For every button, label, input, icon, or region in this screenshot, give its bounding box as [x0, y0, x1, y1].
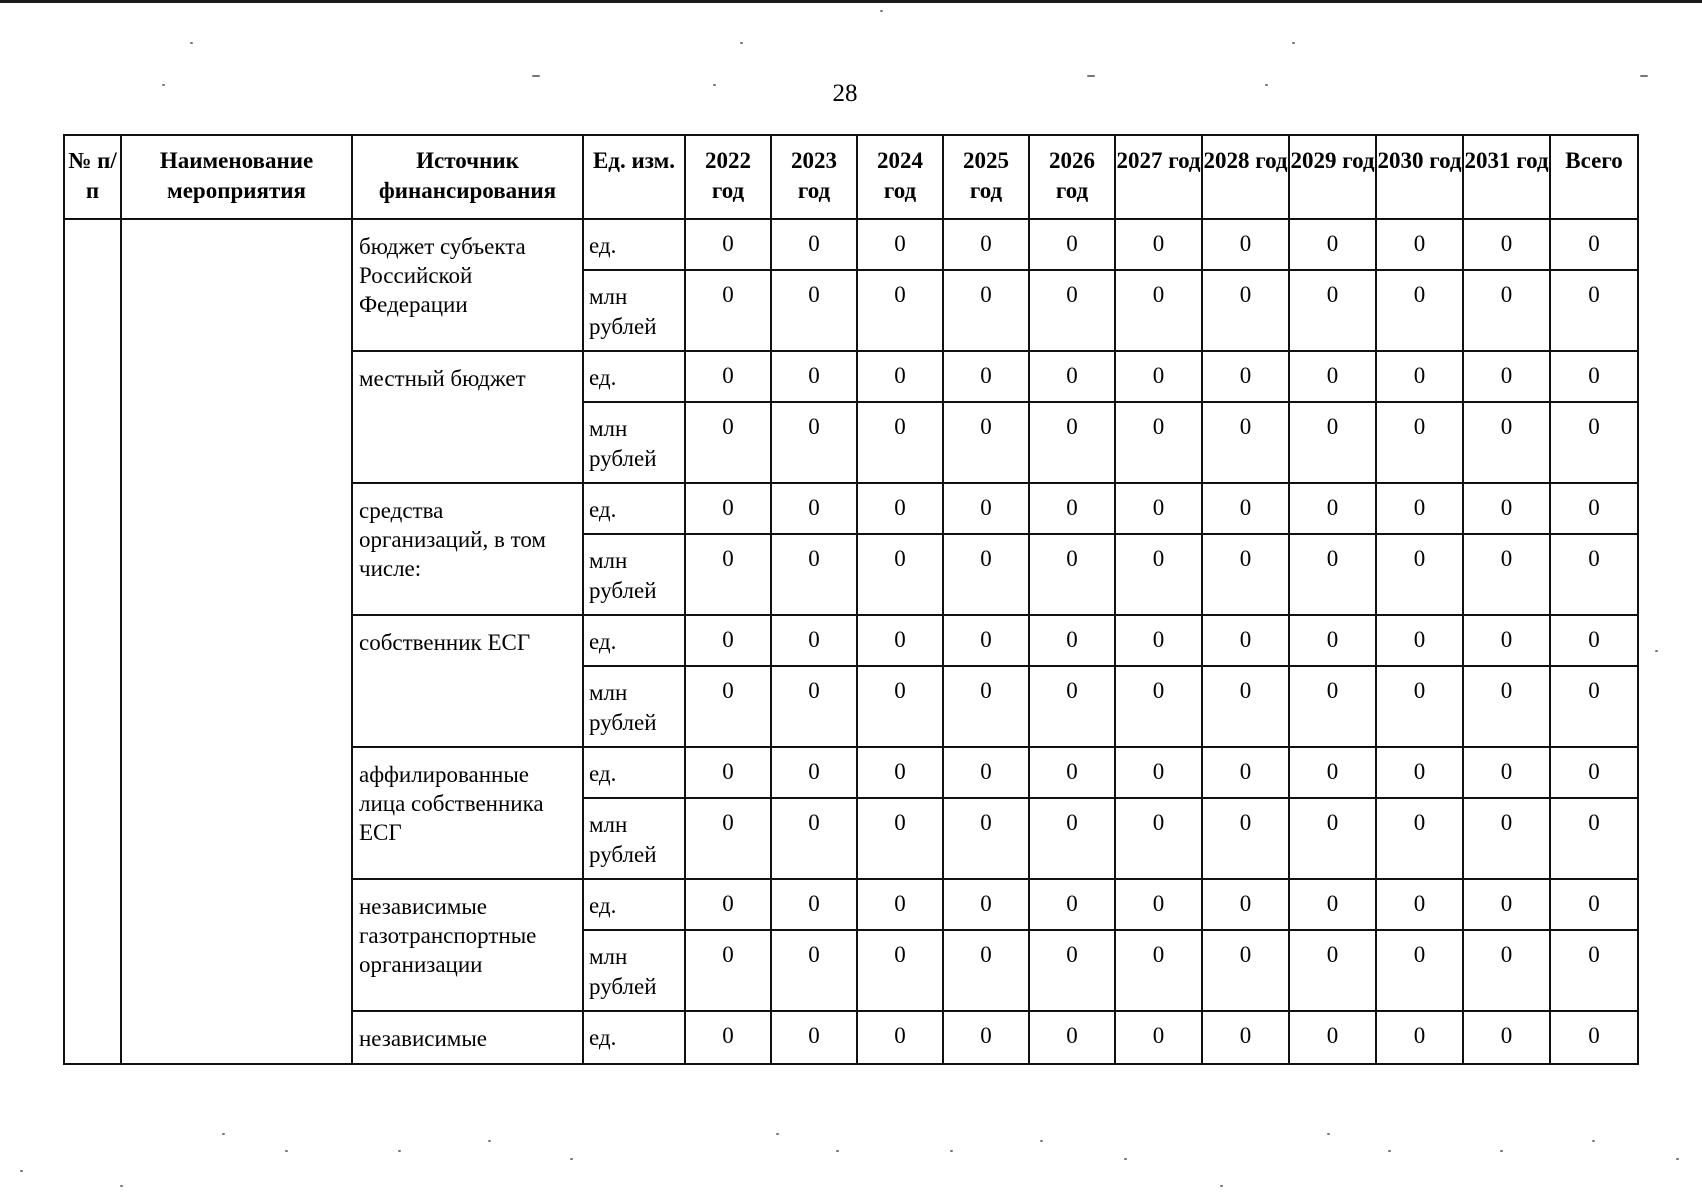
cell-unit: млн рублей: [583, 930, 685, 1011]
cell-funding-source: средства организаций, в том числе:: [352, 483, 583, 615]
cell-value: 0: [685, 666, 771, 747]
cell-value: 0: [1115, 270, 1202, 351]
cell-value: 0: [1029, 615, 1115, 666]
cell-value: 0: [1115, 1011, 1202, 1064]
cell-value: 0: [1463, 879, 1550, 930]
cell-value: 0: [1202, 666, 1289, 747]
cell-value: 0: [1202, 615, 1289, 666]
cell-total: 0: [1550, 351, 1638, 402]
cell-value: 0: [1115, 534, 1202, 615]
cell-total: 0: [1550, 879, 1638, 930]
header-year: 2026 год: [1029, 135, 1115, 219]
cell-value: 0: [1463, 1011, 1550, 1064]
cell-value: 0: [1029, 1011, 1115, 1064]
cell-value: 0: [1289, 402, 1376, 483]
cell-value: 0: [1202, 1011, 1289, 1064]
cell-value: 0: [1376, 615, 1463, 666]
cell-total: 0: [1550, 1011, 1638, 1064]
cell-value: 0: [1115, 351, 1202, 402]
cell-funding-source: независимые: [352, 1011, 583, 1064]
cell-value: 0: [771, 930, 857, 1011]
cell-value: 0: [1202, 930, 1289, 1011]
cell-value: 0: [1202, 747, 1289, 798]
cell-value: 0: [1376, 483, 1463, 534]
cell-value: 0: [943, 930, 1029, 1011]
cell-value: 0: [1202, 270, 1289, 351]
cell-value: 0: [943, 747, 1029, 798]
cell-value: 0: [1029, 930, 1115, 1011]
cell-unit: млн рублей: [583, 534, 685, 615]
cell-value: 0: [857, 666, 943, 747]
cell-value: 0: [685, 879, 771, 930]
cell-value: 0: [943, 615, 1029, 666]
cell-value: 0: [1029, 798, 1115, 879]
header-name: Наименование мероприятия: [121, 135, 352, 219]
cell-value: 0: [1115, 402, 1202, 483]
cell-value: 0: [1202, 879, 1289, 930]
cell-value: 0: [1289, 930, 1376, 1011]
cell-value: 0: [1115, 747, 1202, 798]
cell-total: 0: [1550, 270, 1638, 351]
cell-value: 0: [771, 879, 857, 930]
header-year: 2030 год: [1376, 135, 1463, 219]
cell-value: 0: [1376, 666, 1463, 747]
cell-total: 0: [1550, 615, 1638, 666]
cell-value: 0: [685, 747, 771, 798]
cell-value: 0: [685, 402, 771, 483]
cell-funding-source: собственник ЕСГ: [352, 615, 583, 747]
cell-value: 0: [857, 1011, 943, 1064]
cell-value: 0: [943, 1011, 1029, 1064]
cell-num: [64, 219, 121, 1064]
cell-value: 0: [1463, 483, 1550, 534]
cell-value: 0: [857, 483, 943, 534]
cell-value: 0: [1289, 879, 1376, 930]
cell-unit: ед.: [583, 351, 685, 402]
cell-unit: ед.: [583, 219, 685, 270]
table-row: [64, 219, 1638, 270]
header-year: 2029 год: [1289, 135, 1376, 219]
header-year: 2022 год: [685, 135, 771, 219]
table-body: [64, 219, 1638, 1064]
header-year: 2023 год: [771, 135, 857, 219]
cell-value: 0: [685, 615, 771, 666]
header-year: 2025 год: [943, 135, 1029, 219]
cell-value: 0: [1463, 666, 1550, 747]
cell-value: 0: [1202, 483, 1289, 534]
cell-total: 0: [1550, 402, 1638, 483]
header-num: № п/п: [64, 135, 121, 219]
header-year: 2031 год: [1463, 135, 1550, 219]
cell-value: 0: [1029, 219, 1115, 270]
cell-funding-source: местный бюджет: [352, 351, 583, 483]
cell-funding-source: бюджет субъекта Российской Федерации: [352, 219, 583, 351]
cell-value: 0: [1289, 351, 1376, 402]
cell-value: 0: [857, 270, 943, 351]
cell-value: 0: [771, 666, 857, 747]
cell-value: 0: [771, 402, 857, 483]
cell-value: 0: [1376, 351, 1463, 402]
cell-unit: ед.: [583, 879, 685, 930]
cell-value: 0: [857, 747, 943, 798]
cell-unit: млн рублей: [583, 666, 685, 747]
cell-unit: млн рублей: [583, 798, 685, 879]
cell-value: 0: [943, 351, 1029, 402]
header-year: 2028 год: [1202, 135, 1289, 219]
cell-value: 0: [1029, 483, 1115, 534]
cell-value: 0: [1115, 666, 1202, 747]
cell-value: 0: [943, 534, 1029, 615]
cell-value: 0: [1463, 402, 1550, 483]
cell-value: 0: [1115, 798, 1202, 879]
cell-value: 0: [1289, 534, 1376, 615]
cell-value: 0: [1463, 747, 1550, 798]
cell-value: 0: [685, 534, 771, 615]
cell-value: 0: [1376, 747, 1463, 798]
cell-value: 0: [685, 351, 771, 402]
cell-value: 0: [1029, 666, 1115, 747]
cell-value: 0: [1029, 747, 1115, 798]
table-header-row: [64, 135, 1638, 219]
financing-table: [63, 134, 1639, 1065]
page-number: 28: [832, 80, 858, 107]
cell-value: 0: [857, 219, 943, 270]
cell-funding-source: аффилированные лица собственника ЕСГ: [352, 747, 583, 879]
cell-value: 0: [1376, 534, 1463, 615]
header-source: Источник финансирования: [352, 135, 583, 219]
cell-value: 0: [857, 879, 943, 930]
cell-value: 0: [1029, 879, 1115, 930]
cell-total: 0: [1550, 219, 1638, 270]
cell-value: 0: [1115, 615, 1202, 666]
header-year: 2024 год: [857, 135, 943, 219]
cell-value: 0: [943, 402, 1029, 483]
cell-total: 0: [1550, 666, 1638, 747]
cell-value: 0: [943, 798, 1029, 879]
cell-value: 0: [1463, 270, 1550, 351]
top-scan-rule: [0, 0, 1702, 3]
cell-value: 0: [1289, 483, 1376, 534]
cell-value: 0: [1289, 270, 1376, 351]
cell-value: 0: [1376, 930, 1463, 1011]
cell-value: 0: [1029, 534, 1115, 615]
cell-value: 0: [857, 930, 943, 1011]
cell-value: 0: [685, 483, 771, 534]
header-unit: Ед. изм.: [583, 135, 685, 219]
cell-value: 0: [1376, 879, 1463, 930]
cell-total: 0: [1550, 534, 1638, 615]
cell-total: 0: [1550, 483, 1638, 534]
cell-funding-source: независимые газотранспортные организации: [352, 879, 583, 1011]
cell-value: 0: [1115, 879, 1202, 930]
cell-value: 0: [1376, 219, 1463, 270]
cell-total: 0: [1550, 930, 1638, 1011]
cell-value: 0: [685, 219, 771, 270]
cell-value: 0: [1202, 402, 1289, 483]
cell-value: 0: [1376, 1011, 1463, 1064]
cell-value: 0: [1463, 351, 1550, 402]
cell-value: 0: [685, 270, 771, 351]
cell-value: 0: [857, 798, 943, 879]
cell-value: 0: [857, 351, 943, 402]
cell-value: 0: [1463, 219, 1550, 270]
cell-value: 0: [1115, 930, 1202, 1011]
cell-unit: ед.: [583, 483, 685, 534]
cell-value: 0: [943, 219, 1029, 270]
cell-value: 0: [771, 270, 857, 351]
cell-total: 0: [1550, 798, 1638, 879]
cell-value: 0: [1289, 747, 1376, 798]
cell-value: 0: [1289, 666, 1376, 747]
cell-value: 0: [1202, 351, 1289, 402]
cell-unit: ед.: [583, 1011, 685, 1064]
cell-total: 0: [1550, 747, 1638, 798]
cell-value: 0: [771, 219, 857, 270]
cell-unit: млн рублей: [583, 402, 685, 483]
cell-value: 0: [1115, 219, 1202, 270]
cell-unit: ед.: [583, 747, 685, 798]
cell-value: 0: [943, 879, 1029, 930]
cell-value: 0: [1115, 483, 1202, 534]
cell-value: 0: [771, 483, 857, 534]
cell-value: 0: [1029, 351, 1115, 402]
cell-value: 0: [1202, 798, 1289, 879]
cell-value: 0: [1202, 219, 1289, 270]
cell-value: 0: [685, 798, 771, 879]
cell-value: 0: [1289, 219, 1376, 270]
cell-value: 0: [1376, 798, 1463, 879]
cell-value: 0: [857, 534, 943, 615]
cell-value: 0: [1289, 798, 1376, 879]
cell-value: 0: [857, 615, 943, 666]
cell-event-name: [121, 219, 352, 1064]
cell-value: 0: [1289, 615, 1376, 666]
cell-value: 0: [685, 1011, 771, 1064]
cell-value: 0: [1463, 798, 1550, 879]
cell-value: 0: [1463, 534, 1550, 615]
cell-value: 0: [943, 666, 1029, 747]
cell-value: 0: [1376, 270, 1463, 351]
cell-value: 0: [1463, 615, 1550, 666]
cell-value: 0: [1289, 1011, 1376, 1064]
cell-value: 0: [771, 1011, 857, 1064]
cell-value: 0: [1202, 534, 1289, 615]
cell-value: 0: [685, 930, 771, 1011]
cell-value: 0: [771, 798, 857, 879]
cell-value: 0: [857, 402, 943, 483]
cell-value: 0: [1029, 402, 1115, 483]
cell-value: 0: [771, 534, 857, 615]
cell-value: 0: [771, 351, 857, 402]
cell-value: 0: [771, 615, 857, 666]
cell-unit: ед.: [583, 615, 685, 666]
cell-value: 0: [1376, 402, 1463, 483]
header-total: Всего: [1550, 135, 1638, 219]
cell-value: 0: [771, 747, 857, 798]
cell-value: 0: [943, 270, 1029, 351]
cell-unit: млн рублей: [583, 270, 685, 351]
cell-value: 0: [1463, 930, 1550, 1011]
header-year: 2027 год: [1115, 135, 1202, 219]
cell-value: 0: [943, 483, 1029, 534]
cell-value: 0: [1029, 270, 1115, 351]
